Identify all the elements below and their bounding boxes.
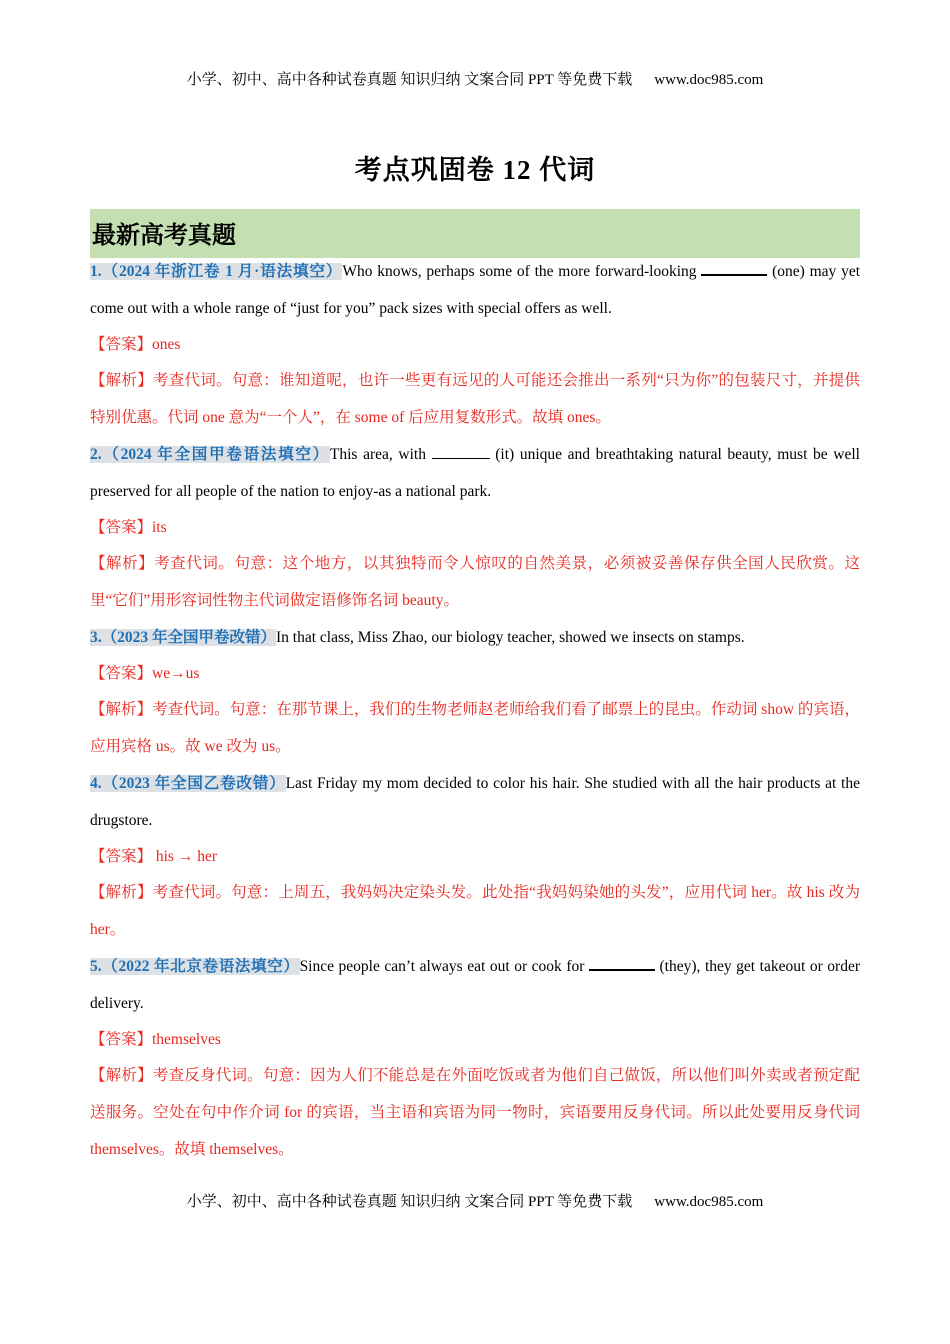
answer-line: 【答案】ones <box>90 336 181 353</box>
explanation-text: 【解析】考查代词。句意：在那节课上，我们的生物老师赵老师给我们看了邮票上的昆虫。作动词 show 的宾语，应用宾格 us。故 we 改为 us。 <box>90 701 860 755</box>
header-url[interactable]: www.doc985.com <box>654 72 764 88</box>
page-header <box>0 68 950 89</box>
question-source: 1.（2024 年浙江卷 1 月·语法填空） <box>90 263 343 280</box>
question-item <box>90 619 860 765</box>
question-text: 5.（2022 年北京卷语法填空）Since people can’t always eat out or cook for (they), they get takeout or order delivery. <box>90 948 860 1022</box>
answer-line: 【答案】 his → her <box>90 848 218 865</box>
question-text: 3.（2023 年全国甲卷改错）In that class, Miss Zhao, our biology teacher, showed we insects on stamps. <box>90 629 745 646</box>
question-item <box>90 436 860 619</box>
question-item <box>90 765 860 948</box>
section-heading: 最新高考真题 <box>90 209 860 258</box>
header-text: 小学、初中、高中各种试卷真题 知识归纳 文案合同 PPT 等免费下载 <box>186 72 633 88</box>
explanation-text: 【解析】考查反身代词。句意：因为人们不能总是在外面吃饭或者为他们自己做饭，所以他们叫外卖或者预定配送服务。空处在句中作介词 for 的宾语，当主语和宾语为同一物时，宾语要用反身代词。所以此处要用反身代词 themselves。故填 themselves。 <box>90 1067 860 1158</box>
explanation-text: 【解析】考查代词。句意：上周五，我妈妈决定染头发。此处指“我妈妈染她的头发”，应用代词 her。故 his 改为 her。 <box>90 884 860 938</box>
answer-blank <box>701 260 767 276</box>
question-item <box>90 253 860 436</box>
question-item <box>90 948 860 1168</box>
footer-url[interactable]: www.doc985.com <box>654 1194 764 1210</box>
question-text: 4.（2023 年全国乙卷改错）Last Friday my mom decided to color his hair. She studied with all the hair products at the drugstore. <box>90 775 860 829</box>
answer-line: 【答案】we→us <box>90 665 200 682</box>
question-source: 2.（2024 年全国甲卷语法填空） <box>90 446 330 463</box>
footer-text: 小学、初中、高中各种试卷真题 知识归纳 文案合同 PPT 等免费下载 <box>186 1194 633 1210</box>
explanation-text: 【解析】考查代词。句意：这个地方，以其独特而令人惊叹的自然美景，必须被妥善保存供全国人民欣赏。这里“它们”用形容词性物主代词做定语修饰名词 beauty。 <box>90 555 860 609</box>
answer-line: 【答案】its <box>90 519 167 536</box>
page-footer <box>0 1190 950 1211</box>
question-source: 4.（2023 年全国乙卷改错） <box>90 775 286 792</box>
answer-blank <box>589 955 655 971</box>
question-source: 3.（2023 年全国甲卷改错） <box>90 629 277 646</box>
answer-line: 【答案】themselves <box>90 1031 221 1048</box>
page-title: 考点巩固卷 12 代词 <box>354 155 596 185</box>
explanation-text: 【解析】考查代词。句意：谁知道呢，也许一些更有远见的人可能还会推出一系列“只为你”的包装尺寸，并提供特别优惠。代词 one 意为“一个人”，在 some of 后应用复数形式。故填 ones。 <box>90 372 860 426</box>
question-list <box>90 253 860 1168</box>
question-text: 2.（2024 年全国甲卷语法填空）This area, with (it) unique and breathtaking natural beauty, must be well preserved for all people of the nation to enjoy-as a national park. <box>90 446 860 500</box>
answer-blank <box>432 444 490 459</box>
question-text: 1.（2024 年浙江卷 1 月·语法填空）Who knows, perhaps some of the more forward-looking (one) may yet come out with a whole range of “just for you” pack sizes with special offers as well. <box>90 253 860 327</box>
question-source: 5.（2022 年北京卷语法填空） <box>90 958 300 975</box>
